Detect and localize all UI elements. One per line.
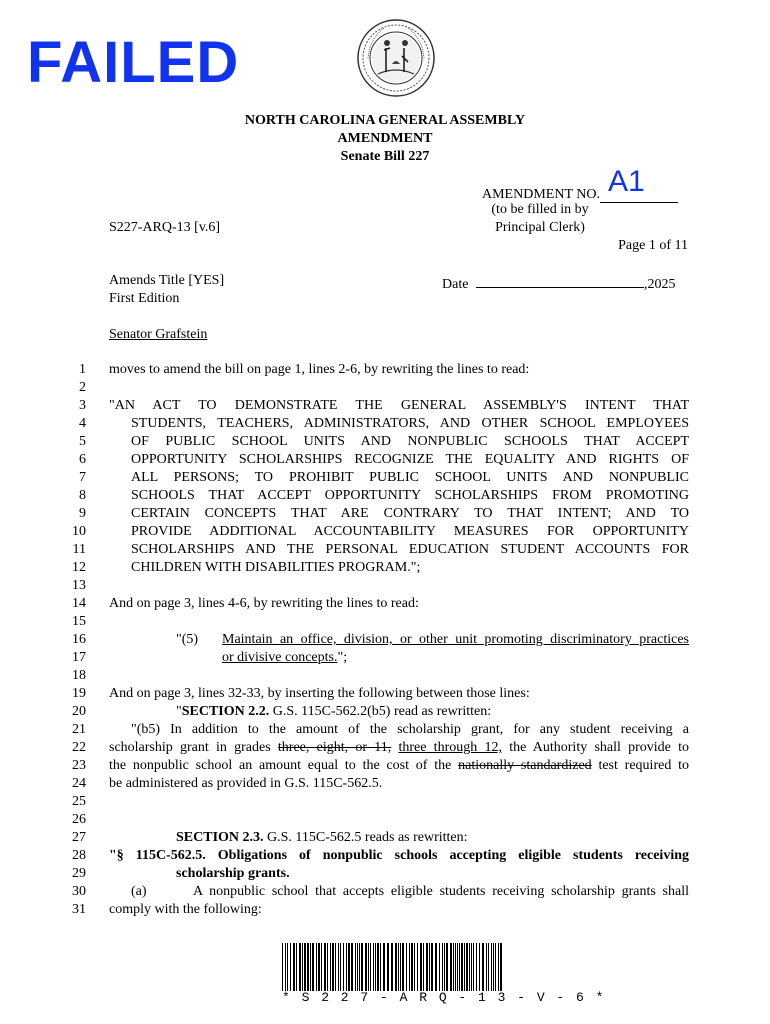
barcode-bar <box>414 943 415 991</box>
barcode-text: * S 2 2 7 - A R Q - 1 3 - V - 6 * <box>282 990 606 1005</box>
body-line <box>109 758 689 774</box>
body-line <box>109 740 689 756</box>
barcode-bar <box>387 943 389 991</box>
line-number: 12 <box>72 560 86 575</box>
barcode-bar <box>293 943 295 991</box>
subdivision-number: "(5) <box>176 632 199 647</box>
barcode-bar <box>479 943 480 991</box>
page-indicator: Page 1 of 11 <box>618 238 688 253</box>
body-line <box>176 830 468 846</box>
body-text: test required to <box>591 758 690 773</box>
barcode-bar <box>391 943 393 991</box>
line-number: 24 <box>72 776 86 791</box>
line-number: 7 <box>79 470 86 485</box>
barcode-bar <box>321 943 322 991</box>
barcode-bar <box>327 943 328 991</box>
body-line: "AN ACT TO DEMONSTRATE THE GENERAL ASSEMBLY'S INTENT THAT <box>109 398 689 413</box>
open-quote: " <box>176 704 182 719</box>
line-number: 28 <box>72 848 86 863</box>
line-number: 3 <box>79 398 86 413</box>
barcode-bar <box>457 943 458 991</box>
bill-heading: Senate Bill 227 <box>340 149 430 164</box>
closing-quote: "; <box>337 650 348 665</box>
line-number: 14 <box>72 596 86 611</box>
line-number: 31 <box>72 902 86 917</box>
barcode-bar <box>368 943 369 991</box>
section-heading: SECTION 2.2. <box>181 704 270 719</box>
barcode-bar <box>455 943 456 991</box>
barcode-bar <box>442 943 443 991</box>
barcode-bar <box>312 943 314 991</box>
body-line: SCHOOLS THAT ACCEPT OPPORTUNITY SCHOLARSHIPS FROM PROMOTING <box>131 488 689 503</box>
barcode-bar <box>395 943 397 991</box>
body-line: moves to amend the bill on page 1, lines 2-6, by rewriting the lines to read: <box>109 362 530 377</box>
barcode-bar <box>377 943 379 991</box>
body-line <box>176 704 491 720</box>
inserted-text: three through 12, <box>398 740 502 755</box>
barcode-bar <box>498 943 499 991</box>
barcode-bar <box>439 943 440 991</box>
barcode-bar <box>375 943 376 991</box>
line-number: 17 <box>72 650 86 665</box>
barcode-bar <box>495 943 496 991</box>
barcode-bar <box>335 943 336 991</box>
line-number: 30 <box>72 884 86 899</box>
barcode-bar <box>373 943 374 991</box>
barcode-bar <box>359 943 360 991</box>
amendment-number-field <box>482 165 678 203</box>
deleted-text: nationally standardized <box>458 758 592 773</box>
assembly-heading: NORTH CAROLINA GENERAL ASSEMBLY <box>244 113 526 128</box>
body-text: scholarship grant in grades <box>109 740 278 755</box>
north-carolina-state-seal-icon <box>356 18 436 98</box>
barcode-bar <box>330 943 331 991</box>
barcode-icon <box>282 943 504 991</box>
body-text: the nonpublic school an amount equal to the cost of the <box>109 758 459 773</box>
barcode-bar <box>420 943 422 991</box>
line-number: 9 <box>79 506 86 521</box>
line-number: 19 <box>72 686 86 701</box>
barcode-bar <box>287 943 288 991</box>
line-number: 21 <box>72 722 86 737</box>
barcode-bar <box>299 943 301 991</box>
barcode-bar <box>459 943 460 991</box>
body-line: comply with the following: <box>109 902 262 917</box>
date-blank <box>476 273 644 288</box>
line-number: 6 <box>79 452 86 467</box>
line-number: 29 <box>72 866 86 881</box>
barcode-bar <box>338 943 339 991</box>
line-number: 5 <box>79 434 86 449</box>
barcode-bar <box>471 943 472 991</box>
barcode-bar <box>351 943 353 991</box>
statute-heading: scholarship grants. <box>176 866 290 881</box>
body-line: CHILDREN WITH DISABILITIES PROGRAM."; <box>131 560 421 575</box>
barcode-bar <box>343 943 344 991</box>
body-line: CERTAIN CONCEPTS THAT ARE CONTRARY TO THAT INTENT; AND TO <box>131 506 689 521</box>
section-text: G.S. 115C-562.5 reads as rewritten: <box>263 830 468 845</box>
barcode-bar <box>302 943 303 991</box>
document-code: S227-ARQ-13 [v.6] <box>109 220 221 235</box>
line-number: 20 <box>72 704 86 719</box>
failed-stamp: FAILED <box>27 30 240 95</box>
line-number: 26 <box>72 812 86 827</box>
line-number: 8 <box>79 488 86 503</box>
barcode-bar <box>429 943 430 991</box>
body-text: the Authority shall provide to <box>501 740 690 755</box>
barcode-bar <box>406 943 407 991</box>
barcode-bar <box>355 943 356 991</box>
statute-heading: "§ 115C-562.5. Obligations of nonpublic schools accepting eligible students receiving <box>109 848 689 863</box>
barcode-bar <box>348 943 350 991</box>
barcode-bar <box>453 943 454 991</box>
barcode-bar <box>340 943 341 991</box>
body-line: STUDENTS, TEACHERS, ADMINISTRATORS, AND OTHER SCHOOL EMPLOYEES <box>131 416 689 431</box>
date-year: ,2025 <box>643 277 676 292</box>
barcode-bar <box>461 943 463 991</box>
barcode-bar <box>307 943 309 991</box>
barcode-bar <box>398 943 399 991</box>
barcode-bar <box>409 943 410 991</box>
barcode-bar <box>466 943 468 991</box>
barcode-bar <box>417 943 418 991</box>
line-number: 25 <box>72 794 86 809</box>
barcode-bar <box>435 943 437 991</box>
clerk-note-1: (to be filled in by <box>491 202 589 217</box>
amendment-number-blank <box>600 165 678 203</box>
line-number: 27 <box>72 830 86 845</box>
body-line: OPPORTUNITY SCHOLARSHIPS RECOGNIZE THE EQUALITY AND RIGHTS OF <box>131 452 689 467</box>
barcode-bar <box>446 943 448 991</box>
line-number: 2 <box>79 380 86 395</box>
barcode-bar <box>400 943 401 991</box>
line-number: 23 <box>72 758 86 773</box>
section-text: G.S. 115C-562.2(b5) read as rewritten: <box>269 704 492 719</box>
inserted-text: or divisive concepts. <box>222 650 338 665</box>
section-heading: SECTION 2.3. <box>176 830 264 845</box>
barcode-bar <box>411 943 413 991</box>
barcode-bar <box>500 943 502 991</box>
barcode-bar <box>476 943 477 991</box>
senator-name: Senator Grafstein <box>109 327 208 342</box>
barcode-bar <box>290 943 291 991</box>
amends-title: Amends Title [YES] <box>109 273 225 288</box>
barcode-bar <box>488 943 489 991</box>
line-number: 1 <box>79 362 86 377</box>
amendment-heading: AMENDMENT <box>337 131 433 146</box>
barcode-bar <box>444 943 445 991</box>
date-label: Date <box>442 277 469 292</box>
barcode-bar <box>324 943 326 991</box>
barcode-bar <box>486 943 487 991</box>
body-line: ALL PERSONS; TO PROHIBIT PUBLIC SCHOOL UNITS AND NONPUBLIC <box>131 470 689 485</box>
body-line: SCHOLARSHIPS AND THE PERSONAL EDUCATION STUDENT ACCOUNTS FOR <box>131 542 689 557</box>
barcode-bar <box>365 943 367 991</box>
barcode-bar <box>304 943 306 991</box>
barcode-bar <box>473 943 474 991</box>
line-number: 13 <box>72 578 86 593</box>
barcode-bar <box>310 943 311 991</box>
barcode-bar <box>282 943 283 991</box>
inserted-text: Maintain an office, division, or other unit promoting discriminatory practices <box>222 632 689 647</box>
barcode-bar <box>426 943 428 991</box>
barcode-bar <box>316 943 317 991</box>
barcode-bar <box>370 943 371 991</box>
barcode-bar <box>361 943 363 991</box>
body-line <box>222 650 347 666</box>
barcode-bar <box>482 943 484 991</box>
body-line: OF PUBLIC SCHOOL UNITS AND NONPUBLIC SCHOOLS THAT ACCEPT <box>131 434 689 449</box>
line-number: 16 <box>72 632 86 647</box>
deleted-text: three, eight, or 11, <box>277 740 392 755</box>
barcode-bar <box>423 943 424 991</box>
amendment-label: AMENDMENT NO. <box>482 187 600 202</box>
barcode-bar <box>318 943 320 991</box>
line-number: 11 <box>72 542 86 557</box>
edition: First Edition <box>109 291 180 306</box>
body-line: "(b5) In addition to the amount of the scholarship grant, for any student receiving a <box>131 722 689 737</box>
barcode-bar <box>491 943 492 991</box>
line-number: 22 <box>72 740 86 755</box>
barcode-bar <box>332 943 334 991</box>
line-number: 18 <box>72 668 86 683</box>
line-number: 4 <box>79 416 86 431</box>
barcode-bar <box>296 943 297 991</box>
body-line: PROVIDE ADDITIONAL ACCOUNTABILITY MEASURES FOR OPPORTUNITY <box>131 524 689 539</box>
clerk-note-2: Principal Clerk) <box>495 220 585 235</box>
body-line: (a) A nonpublic school that accepts eligible students receiving scholarship grants shall <box>131 884 689 899</box>
barcode-bar <box>469 943 470 991</box>
barcode-bar <box>493 943 494 991</box>
body-line: And on page 3, lines 32-33, by inserting the following between those lines: <box>109 686 530 701</box>
barcode-bar <box>357 943 358 991</box>
barcode-bar <box>402 943 404 991</box>
body-line: be administered as provided in G.S. 115C-562.5. <box>109 776 383 791</box>
barcode-bar <box>464 943 465 991</box>
amendment-number: A1 <box>607 165 645 198</box>
line-number: 10 <box>72 524 86 539</box>
barcode-bar <box>383 943 385 991</box>
date-field <box>442 273 675 293</box>
line-number: 15 <box>72 614 86 629</box>
barcode-bar <box>380 943 381 991</box>
barcode-bar <box>450 943 452 991</box>
barcode-bar <box>346 943 347 991</box>
body-line: And on page 3, lines 4-6, by rewriting the lines to read: <box>109 596 419 611</box>
barcode-bar <box>431 943 433 991</box>
barcode-bar <box>285 943 286 991</box>
